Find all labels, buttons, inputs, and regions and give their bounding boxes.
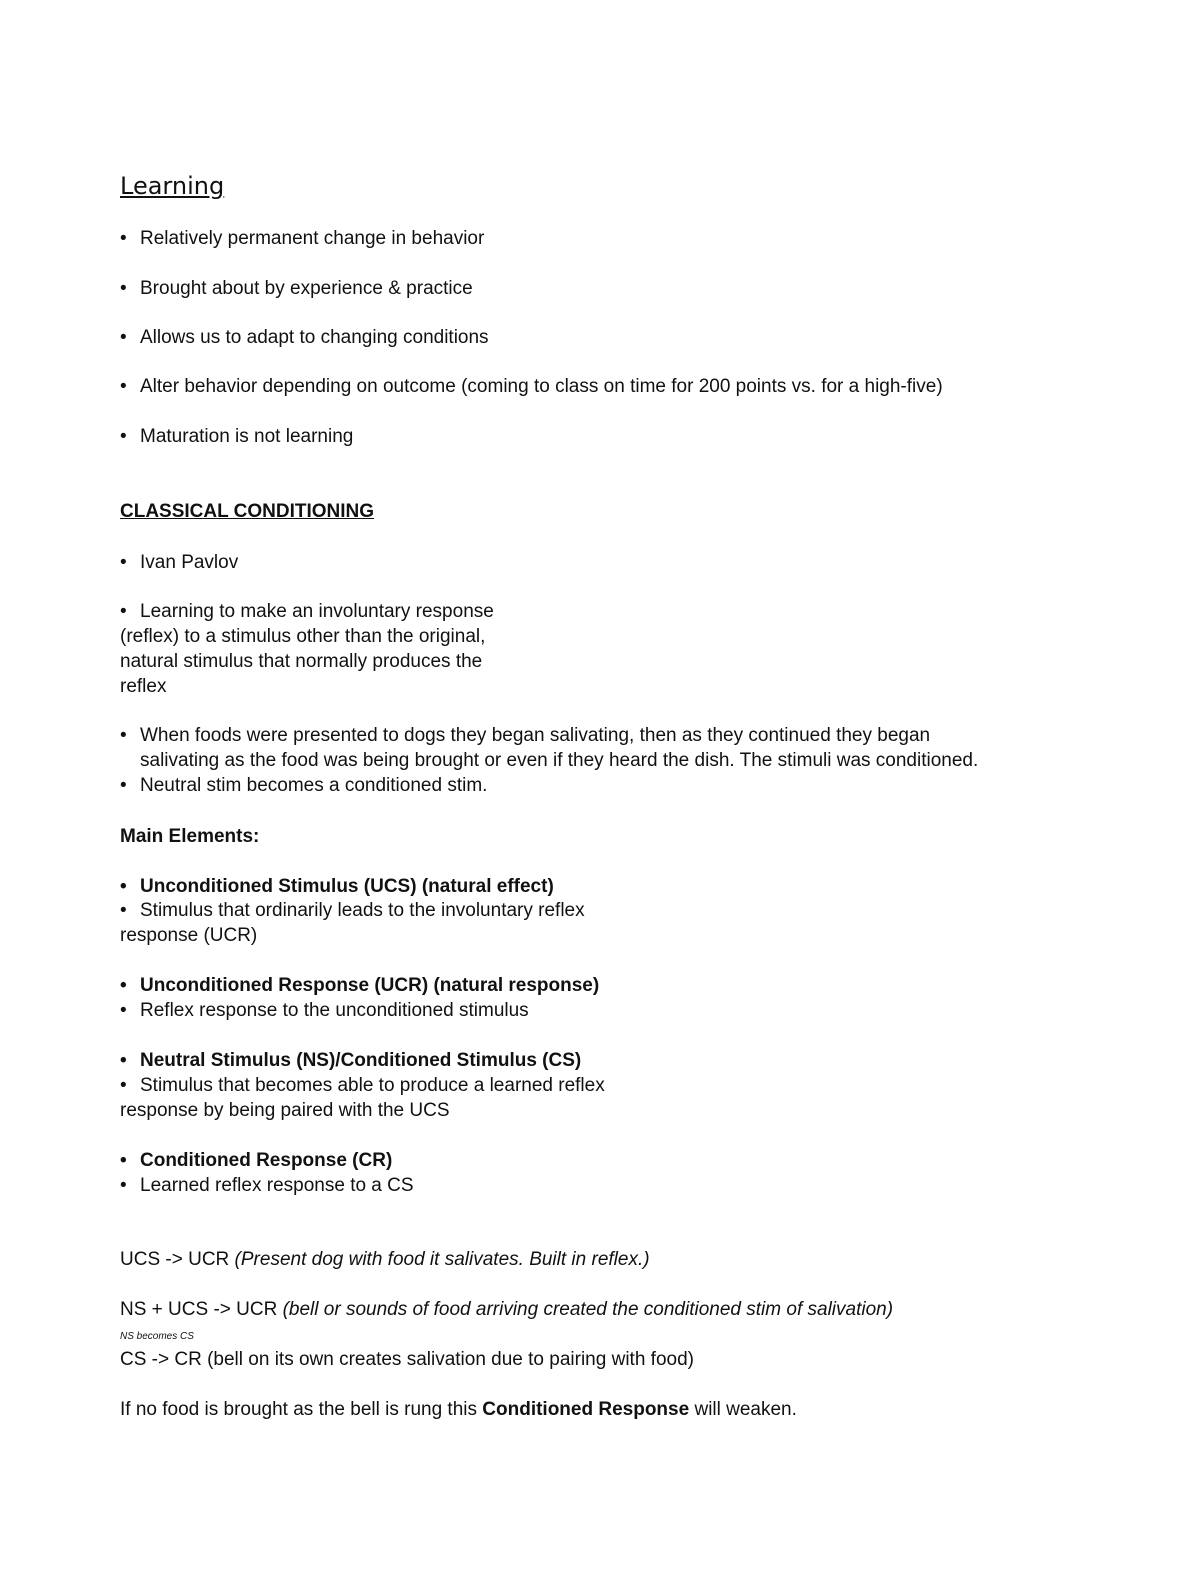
term-ucr: • Unconditioned Response (UCR) (natural response) [120, 975, 600, 996]
term-description: • Learned reflex response to a CS [120, 1175, 414, 1196]
definition-line: • Learning to make an involuntary response [120, 601, 494, 622]
section-heading-main-elements: Main Elements: [120, 826, 260, 847]
list-item: • Ivan Pavlov [120, 552, 239, 573]
list-item: • Maturation is not learning [120, 426, 354, 447]
list-item: • Neutral stim becomes a conditioned stim. [120, 775, 488, 796]
term-cr: • Conditioned Response (CR) [120, 1150, 393, 1171]
definition-line: natural stimulus that normally produces the [120, 651, 483, 672]
term-description: response by being paired with the UCS [120, 1100, 450, 1121]
term-description: response (UCR) [120, 925, 258, 946]
term-description: • Reflex response to the unconditioned stimulus [120, 1000, 529, 1021]
definition-line: (reflex) to a stimulus other than the original, [120, 626, 486, 647]
list-item: • Brought about by experience & practice [120, 278, 473, 299]
list-item: • Alter behavior depending on outcome (coming to class on time for 200 points vs. for a high-five) [120, 376, 943, 397]
formula-ucs-ucr: UCS -> UCR (Present dog with food it salivates. Built in reflex.) [120, 1249, 650, 1270]
term-description: • Stimulus that ordinarily leads to the involuntary reflex [120, 900, 585, 921]
page-title: Learning [120, 172, 225, 200]
term-ns-cs: • Neutral Stimulus (NS)/Conditioned Stimulus (CS) [120, 1050, 582, 1071]
closing-sentence: If no food is brought as the bell is rung this Conditioned Response will weaken. [120, 1399, 797, 1420]
term-description: • Stimulus that becomes able to produce a learned reflex [120, 1075, 605, 1096]
formula-note: NS becomes CS [120, 1331, 194, 1342]
list-item: • Relatively permanent change in behavior [120, 228, 485, 249]
term-ucs: • Unconditioned Stimulus (UCS) (natural effect) [120, 876, 554, 897]
list-item: • When foods were presented to dogs they began salivating, then as they continued they began [120, 725, 931, 746]
list-item-continued: salivating as the food was being brought or even if they heard the dish. The stimuli was conditioned. [140, 750, 979, 771]
definition-line: reflex [120, 676, 167, 697]
list-item: • Allows us to adapt to changing conditions [120, 327, 489, 348]
section-heading-classical: CLASSICAL CONDITIONING [120, 501, 375, 522]
formula-ns-ucs-ucr: NS + UCS -> UCR (bell or sounds of food arriving created the conditioned stim of salivation) [120, 1299, 894, 1320]
formula-cs-cr: CS -> CR (bell on its own creates salivation due to pairing with food) [120, 1349, 694, 1370]
